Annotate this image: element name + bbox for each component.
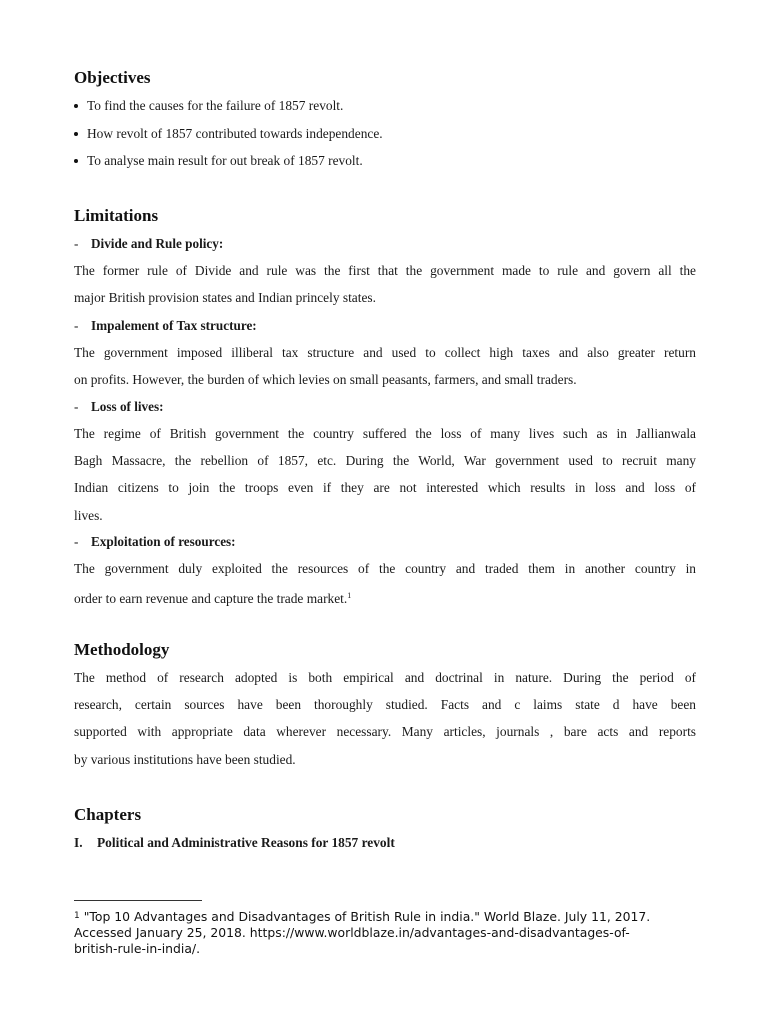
footnote-mark: 1 [74,911,80,921]
limitation-paragraph: The regime of British government the country suffered the loss of many lives such as in Jallianwala Bagh Massacre, the rebellion of 1857, etc. During the World, War government used to recruit many Indian citizens to join the troops even if they are not interested which results in loss and loss of lives. [74,426,696,523]
chapter-item [74,835,696,851]
dash-marker: - [74,534,79,549]
limitation-title: - Exploitation of resources: [74,534,236,549]
chapters-heading: Chapters [74,805,142,824]
limitation-paragraph: The government imposed illiberal tax structure and used to collect high taxes and also greater return on profits. However, the burden of which levies on small peasants, farmers, and small traders. [74,345,696,388]
objective-item: To analyse main result for out break of 1857 revolt. [74,153,696,181]
footnote-text: Accessed January 25, 2018. https://www.worldblaze.in/advantages-and-disadvantages-of- [74,925,630,940]
limitation-title: - Impalement of Tax structure: [74,318,257,333]
footnote-reference[interactable]: 1 [347,591,352,601]
objective-item: To find the causes for the failure of 1857 revolt. [74,98,696,126]
objective-item: How revolt of 1857 contributed towards independence. [74,126,696,154]
methodology-paragraph: The method of research adopted is both empirical and doctrinal in nature. During the period of research, certain sources have been thoroughly studied. Facts and c laims state d have been supported with appropriate data wherever necessary. Many articles, journals , bare acts and reports by various institutions have been studied. [74,670,696,767]
objectives-list [74,98,696,181]
footnote [74,908,674,957]
limitation-paragraph: The government duly exploited the resources of the country and traded them in another country in order to earn revenue and capture the trade market.$^1$ [74,561,696,607]
footnote-divider [74,900,202,901]
limitation-paragraph: The former rule of Divide and rule was the first that the government made to rule and govern all the major British provision states and Indian princely states. [74,263,696,306]
footnote-text: "Top 10 Advantages and Disadvantages of British Rule in india." World Blaze. July 11, 2017. [83,909,651,924]
chapter-title: Political and Administrative Reasons for 1857 revolt [97,835,395,850]
objectives-heading: Objectives [74,68,151,87]
dash-marker: - [74,236,79,251]
limitation-title: - Divide and Rule policy: [74,236,224,251]
limitations-heading: Limitations [74,206,159,225]
dash-marker: - [74,318,79,333]
footnote-link[interactable]: british-rule-in-india/. [74,941,201,956]
methodology-heading: Methodology [74,640,170,659]
chapter-number: I. [74,835,83,850]
dash-marker: - [74,399,79,414]
limitation-title: - Loss of lives: [74,399,164,414]
